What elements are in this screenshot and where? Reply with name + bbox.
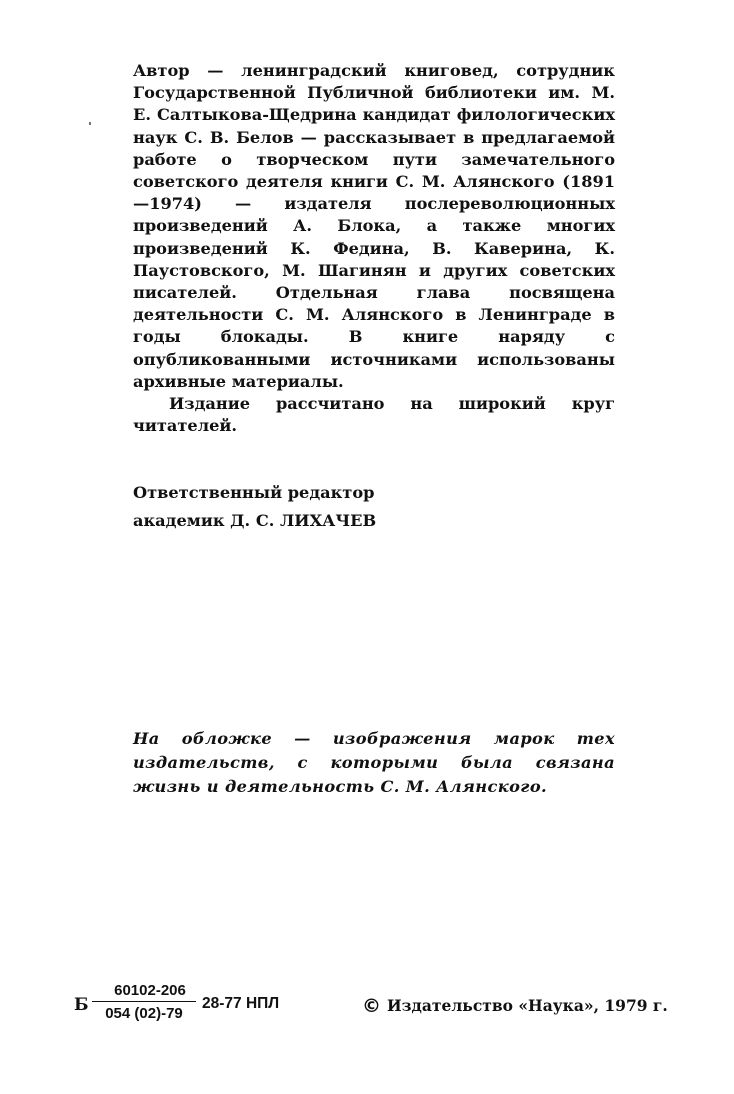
imprint-line — [74, 982, 674, 1032]
cover-note: На обложке — изображения марок тех издательств, с которыми была связана жизнь и деятельность С. М. Алянского. — [133, 729, 615, 796]
copyright-line — [362, 995, 668, 1017]
order-code: 28-77 НПЛ — [202, 995, 280, 1012]
catalog-fraction — [92, 982, 196, 1022]
editor-block — [133, 479, 376, 535]
publisher-name: Издательство «Наука», 1979 г. — [387, 996, 668, 1015]
stray-mark — [89, 122, 91, 125]
annotation-text: Автор — ленинградский книговед, сотрудник Государственной Публичной библиотеки им. М. Е. Салтыкова-Щедрина кандидат филологических наук С. В. Белов — рассказывает в предлагаемой работе о творческом пути замечательного советского деятеля книги С. М. Алянского (1891—1974) — издателя послереволюционных произведений А. Блока, а также многих произведений К. Федина, В. Каверина, К. Паустовского, М. Шагинян и других советских писателей. Отдельная глава посвящена деятельности С. М. Алянского в Ленинграде в годы блокады. В книге наряду с опубликованными источниками использованы архивные материалы. — [133, 61, 615, 391]
audience-note: Издание рассчитано на широкий круг читателей. — [133, 394, 615, 436]
editor-name: академик Д. С. ЛИХАЧЕВ — [133, 511, 377, 530]
bbk-letter: Б — [74, 995, 89, 1015]
editor-role: Ответственный редактор — [133, 483, 375, 502]
catalog-denominator: 054 (02)-79 — [105, 1005, 183, 1022]
annotation-block — [133, 60, 615, 437]
copyright-icon: © — [362, 995, 381, 1017]
catalog-numerator: 60102-206 — [92, 982, 196, 1002]
